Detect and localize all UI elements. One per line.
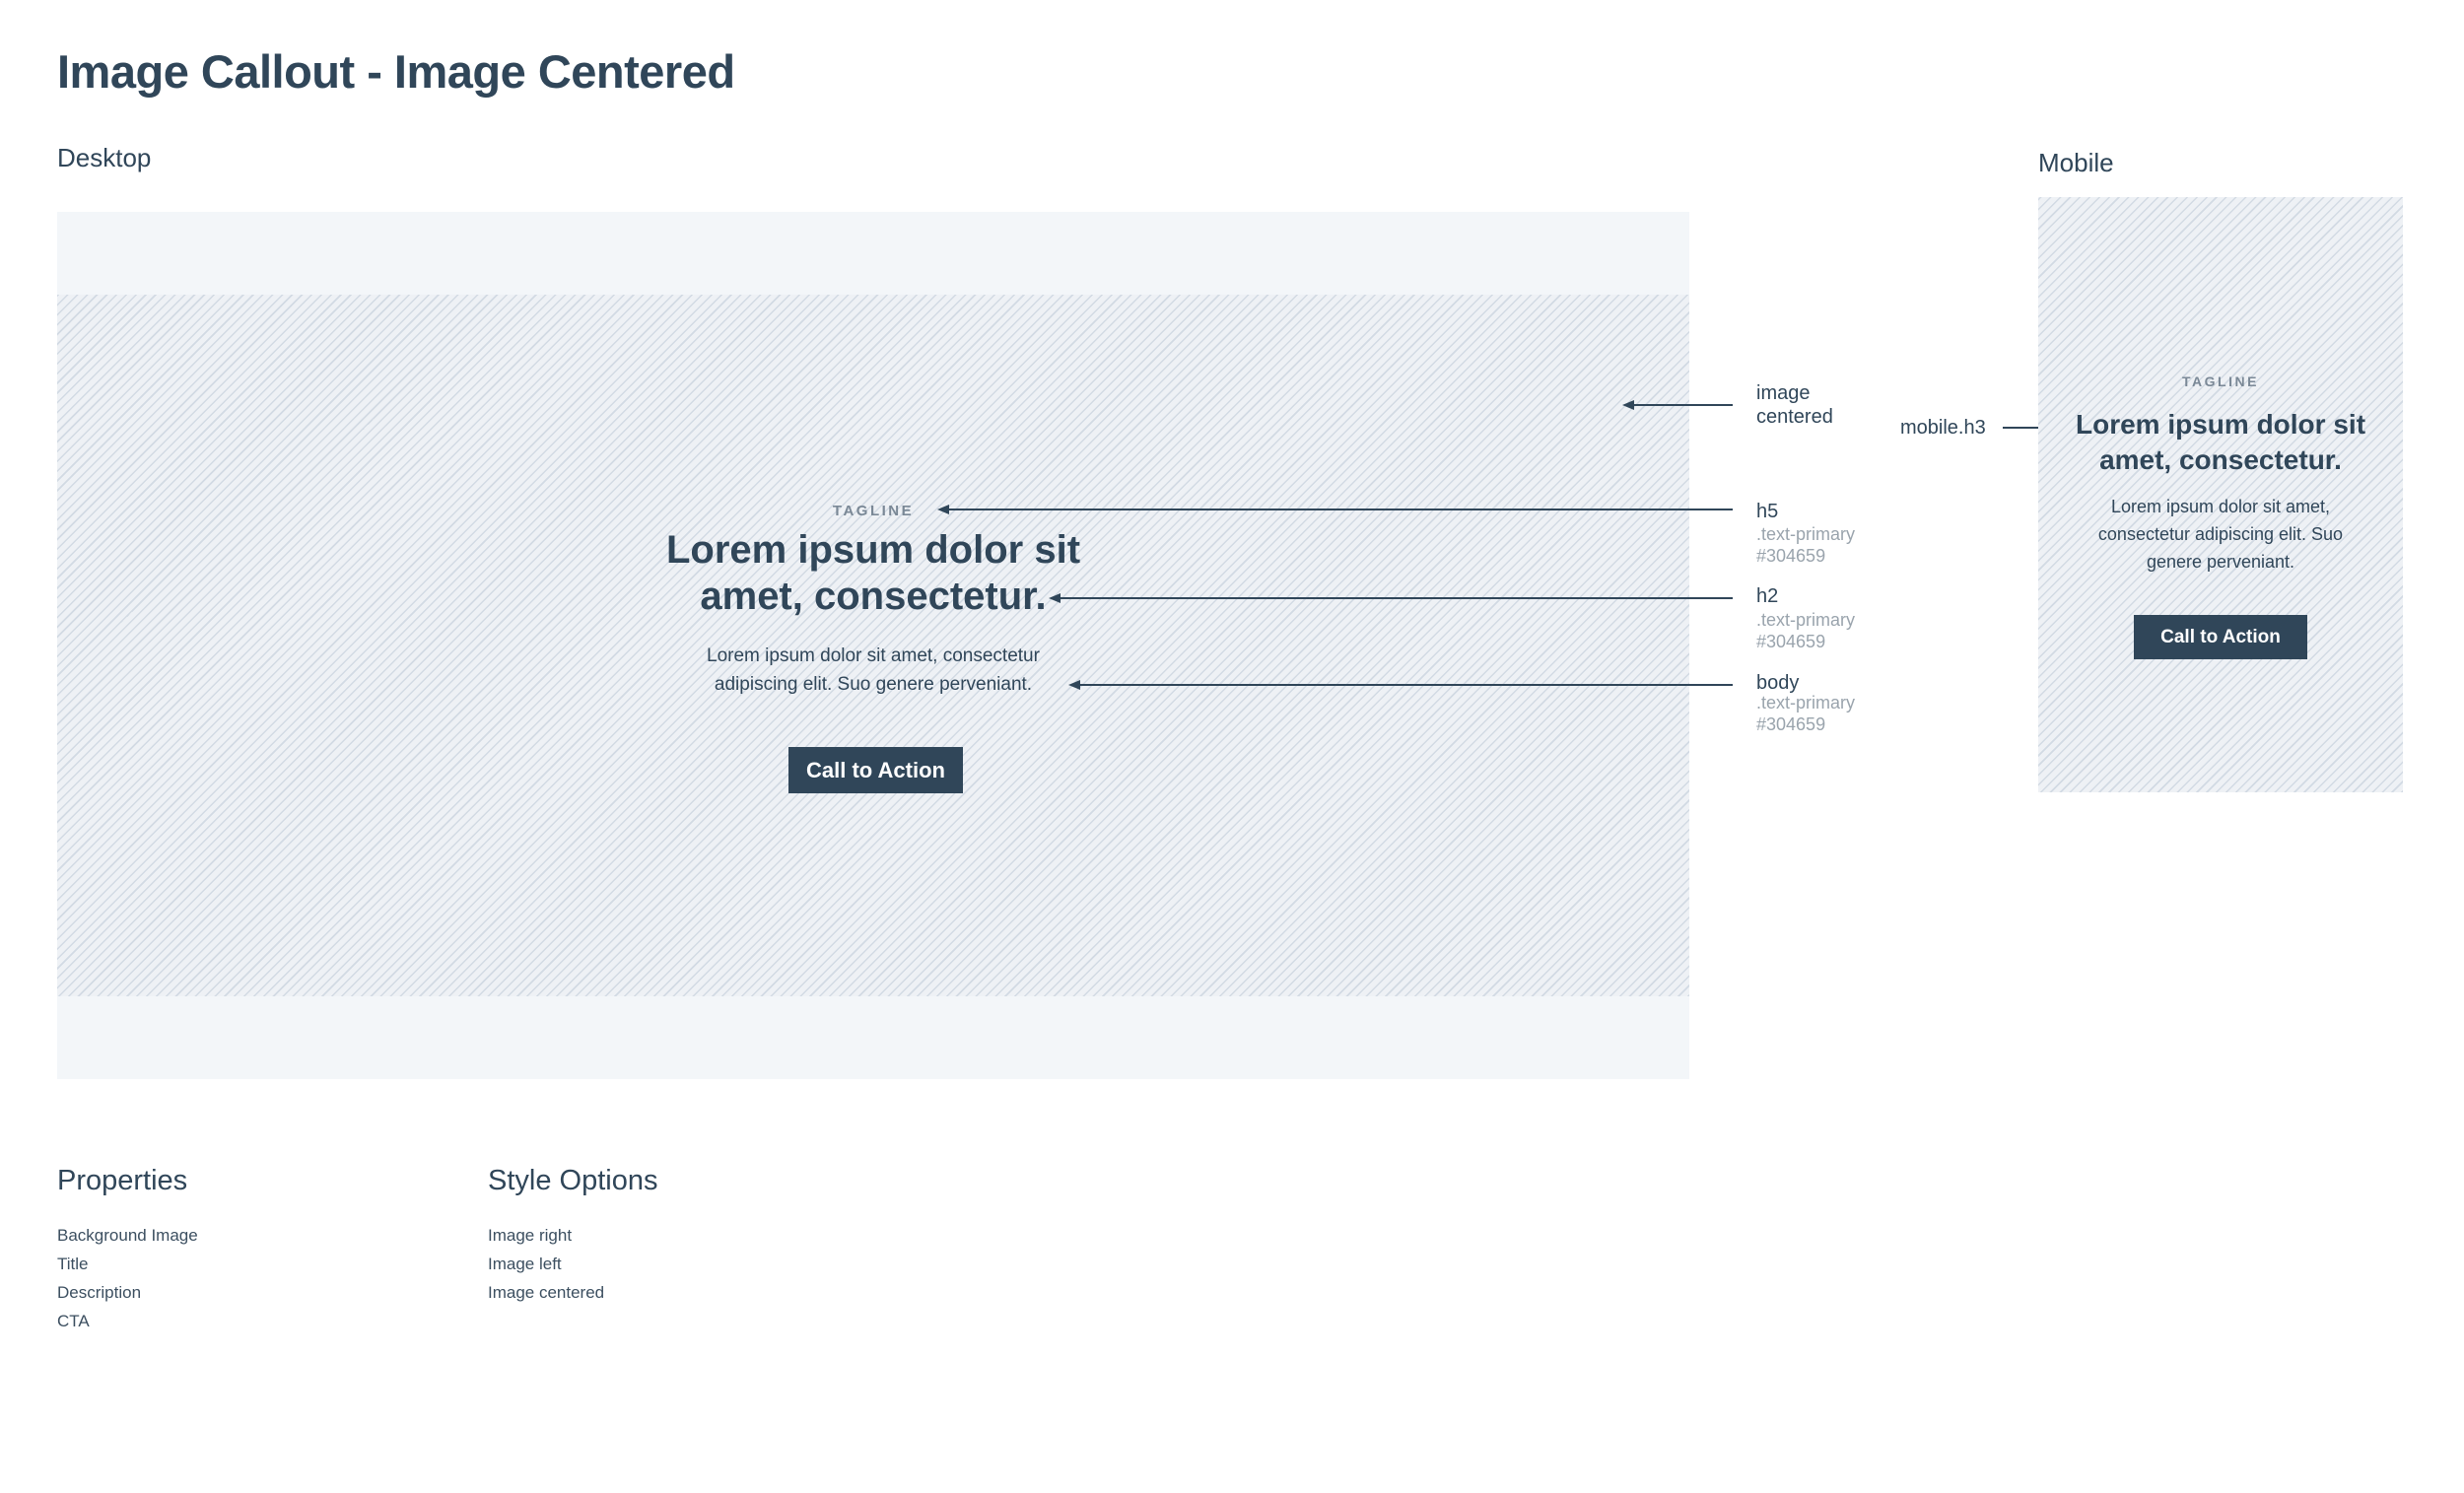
mobile-body-line1: Lorem ipsum dolor sit amet, bbox=[2110, 497, 2331, 516]
annotation-body: body bbox=[1756, 672, 1800, 694]
annotation-image-line1: image bbox=[1756, 382, 1811, 404]
style-option-item: Image right bbox=[488, 1226, 573, 1245]
mobile-heading-line2: amet, consectetur. bbox=[2099, 444, 2342, 475]
annotation-h2-color: #304659 bbox=[1756, 632, 1826, 651]
desktop-body-line2: adipiscing elit. Suo genere perveniant. bbox=[714, 674, 1033, 695]
mobile-preview-frame bbox=[2038, 197, 2403, 792]
annotation-body-color: #304659 bbox=[1756, 714, 1826, 734]
mobile-heading-line1: Lorem ipsum dolor sit bbox=[2075, 409, 2366, 440]
annotation-h5: h5 bbox=[1756, 501, 1779, 522]
annotation-image-line2: centered bbox=[1756, 406, 1833, 428]
mobile-cta-button[interactable]: Call to Action bbox=[2134, 615, 2307, 659]
mobile-label: Mobile bbox=[2038, 148, 2114, 177]
properties-title: Properties bbox=[57, 1165, 188, 1196]
property-item: Title bbox=[57, 1255, 89, 1273]
annotation-h5-color: #304659 bbox=[1756, 546, 1826, 566]
style-options-title: Style Options bbox=[488, 1165, 658, 1196]
annotation-h2-class: .text-primary bbox=[1756, 610, 1856, 630]
property-item: Description bbox=[57, 1283, 142, 1302]
property-item: CTA bbox=[57, 1312, 90, 1330]
desktop-preview-frame bbox=[57, 212, 1689, 1079]
mobile-body-line2: consectetur adipiscing elit. Suo bbox=[2097, 524, 2344, 544]
page-title: Image Callout - Image Centered bbox=[57, 45, 735, 98]
style-option-item: Image centered bbox=[488, 1283, 605, 1302]
annotation-mobile-h3: mobile.h3 bbox=[1900, 417, 1986, 439]
desktop-body-line1: Lorem ipsum dolor sit amet, consectetur bbox=[707, 645, 1040, 666]
desktop-label: Desktop bbox=[57, 143, 152, 172]
annotation-body-class: .text-primary bbox=[1756, 693, 1856, 713]
desktop-tagline: TAGLINE bbox=[832, 503, 915, 519]
desktop-heading-line2: amet, consectetur. bbox=[700, 575, 1047, 618]
annotation-h2: h2 bbox=[1756, 585, 1779, 607]
mobile-tagline: TAGLINE bbox=[2182, 373, 2259, 389]
style-option-item: Image left bbox=[488, 1255, 562, 1273]
desktop-heading-line1: Lorem ipsum dolor sit bbox=[665, 528, 1081, 572]
annotation-h5-class: .text-primary bbox=[1756, 524, 1856, 544]
mobile-body-line3: genere perveniant. bbox=[2146, 552, 2295, 572]
property-item: Background Image bbox=[57, 1226, 198, 1245]
desktop-cta-button[interactable]: Call to Action bbox=[788, 747, 963, 793]
